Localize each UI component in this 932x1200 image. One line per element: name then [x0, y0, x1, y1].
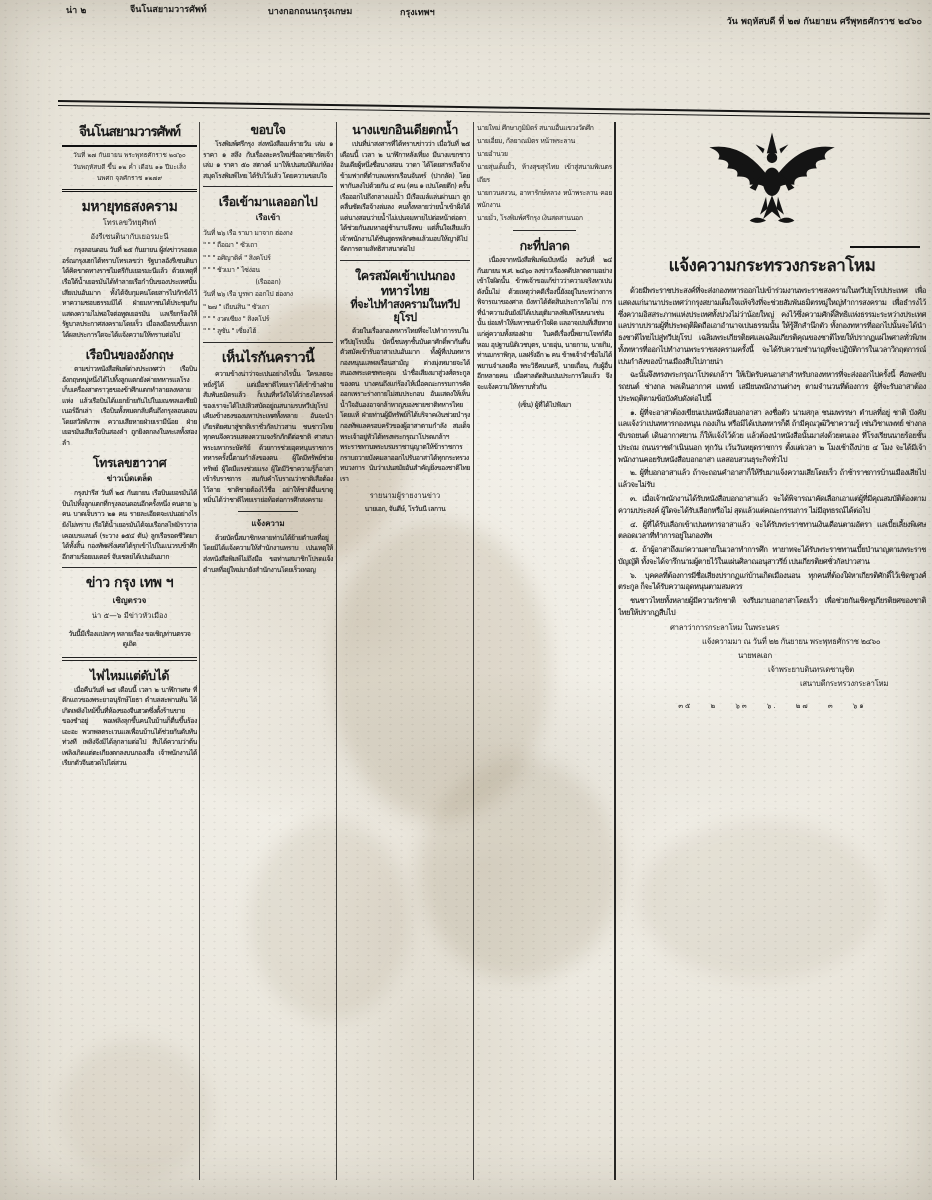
page-header-strip [0, 0, 932, 34]
headline-subscriber-notice: แจ้งความ [251, 518, 285, 528]
announcement-item-1: ๑. ผู้ที่จะอาสาต้องเขียนเปนหนังสือบอกอาสา ลงชื่อตัว นามสกุล ชนมพรรษา ตำบลที่อยู่ ชาติ บังคับ แลแจ้งว่าเปนทหารกองหนุน กองเกิน หรือมิได้เปนทหารก็ดี ถ้ามีคุณวุฒิวิชาความรู้ เช่นวิชาแพทย์ ช่างกล ขับรถยนต์ เดินอากาศยาน ก็ให้แจ้งไว้ด้วย แล้วต้องนำหนังสือนั้นมาส่งด้วยตนเอง ที่โรงเรียนนายร้อยชั้นประถม ถนนราชดำเนินนอก ทุกวัน เว้นวันหยุดราชการ ตั้งแต่เวลา ๒ โมงเช้าถึงบ่าย ๔ โมง จะได้มีเจ้าพนักงานคอยรับหนังสือบอกอาสา แลสอบสวนธุระกิจทั่วไป [618, 407, 926, 464]
signature-title-line: เสนาบดีกระทรวงกระลาโหม [800, 678, 889, 688]
signature-name-line: เจ้าพระยาบดินทรเดชานุชิต [768, 664, 854, 674]
headline-great-war: มหายุทธสงคราม [81, 198, 178, 215]
article-thanks-body: โรงพิมพ์ศรีกรุง ส่งหนังสือเมล์รายวัน เล่ม ๑ ราคา ๑ สลึง กับเรื่องละครใหม่ชื่ออาศยารัตเจ้า เล่ม ๑ ราคา ๕๐ สตางค์ มาให้เปนสมบัติแก่ห้องสมุดโรงพิมพ์ไทย ได้รับไว้แล้ว โดยความขอบใจ [203, 140, 333, 180]
ship-row: " " " อศิญาติค์ " สิงคโปร์ [203, 253, 271, 262]
section-rule [340, 260, 470, 261]
ship-row: " " " ชัวเมา " ไซ่ง่อน [203, 265, 260, 274]
volunteer-footer-label: รายนามผู้รายงานข่าว [369, 491, 441, 501]
article-subscriber-notice-body: ด้วยบัดนี้สมาชิกหลายท่านได้ย้ายตำบลที่อยู่ โดยมิได้แจ้งความให้สำนักงานทราบ เปนเหตุให้ส่งหนังสือพิมพ์ไม่ถึงมือ ขอท่านสมาชิกโปรดแจ้งตำบลที่อยู่ใหม่มายังสำนักงานโดยเร็วเทอญ [203, 533, 333, 574]
headline-ship-arrivals: เรือเข้ามาแลออกไป [218, 194, 318, 210]
column-5-announcement [618, 120, 926, 1186]
column-divider-1 [199, 122, 200, 1180]
section-short-rule [238, 511, 298, 512]
announcement-item-6: ๖. บุคคลที่ต้องการมีชื่อเสียงปรากฏแก่บ้านเกิดเมืองนอน ทุกคนที่ต้องใฝ่หาเกียรติศักดิ์ไว้เชิดชูวงศ์ตระกูล ก็จะได้รับความอุดหนุนตามสมควร [618, 570, 926, 592]
announcement-paragraph-2: ฉะนั้นจึงทรงพระกรุณาโปรดเกล้าฯ ให้เปิดรับคนอาสาสำหรับกองทหารที่จะส่งออกไปครั้งนี้ คือพลขับรถยนต์ ช่างกล พลเดินอากาศ แพทย์ เสมียนพนักงานต่างๆ ตามจำนวนที่ต้องการ ผู้ที่จะรับอาสาต้องประพฤติตามข้อบังคับดังต่อไปนี้ [618, 370, 926, 403]
column-divider-2 [336, 122, 337, 1180]
article-volunteer-body: ด้วยในเรื่องกองทหารไทยที่จะไปทำการรบในทวีปยุโรปนั้น บัดนี้ชนทุกชั้นบันดาศักดิ์พากันตื่นตัวสมัคเข้ารับอาสาเปนอันมาก ทั้งผู้ที่เปนทหารกองหนุนแลพลเรือนสามัญ ต่างมุ่งหมายจะได้สนองพระเดชพระคุณ นำชื่อเสียงมาสู่วงศ์ตระกูลของตน บางคนถึงแก่ร้องไห้เมื่อคณะกรรมการคัดออกเพราะร่างกายไม่สมประกอบ อันแสดงให้เห็นน้ำใจอันองอาจกล้าหาญของชายชาติทหารไทยโดยแท้ ฝ่ายท่านผู้มีทรัพย์ก็ได้บริจาคเงินช่วยบำรุงกองทัพแลครอบครัวของผู้อาสาตามกำลัง สมเด็จพระเจ้าอยู่หัวได้ทรงพระกรุณาโปรดเกล้าฯ พระราชทานพระบรมราชานุญาตให้ข้าราชการกราบถวายบังคมลาออกไปรับอาสาได้ทุกกระทรวงทบวงการ นับว่าเปนสมัยอันสำคัญยิ่งของชาติไทยเรา [340, 327, 470, 483]
provincial-news-pages-line: น่า ๕—๖ มีข่าวหัวเมือง [91, 610, 168, 620]
article-fire-body: เมื่อคืนวันที่ ๒๕ เดือนนี้ เวลา ๒ นาฬิกาเศษ ที่ตึกแถวของพระยาอนุรักษ์โยธา ตำบลสะพานหัน ได้เกิดเพลิงไหม้ขึ้นที่ห้องของจีนฮวดซึ่งตั้งร้านขายของชำอยู่ พอเพลิงลุกขึ้นคนในบ้านก็ตื่นขึ้นร้องเอะอะ พวกพลตระเวนแลเพื่อนบ้านได้ช่วยกันดับทันท่วงที เพลิงจึงมิได้ลุกลามต่อไป สืบได้ความว่าต้นเพลิงเกิดแต่ตะเกียงตกลงบนกองเสื่อ เจ้าพนักงานได้เรียกตัวจีนฮวดไปไต่สวน [62, 685, 197, 768]
header-address: บางกอกถนนกรุงเกษม [268, 7, 353, 17]
notice-row: นายมั่ว, โรงพิมพ์ศรีกรุง เงินสดสานนอก [477, 214, 583, 223]
column-2 [203, 120, 333, 1186]
ship-list [203, 227, 333, 337]
headline-strange-case: กะที่ปลาด [519, 238, 570, 254]
headline-indian-woman-drowned: นางแขกอินเดียตกน้ำ [352, 122, 458, 137]
subhead-invite-inspect: เชิญตรวจ [112, 595, 147, 605]
notice-row: นายกวนสงวน, อาหารักษ์หลวง หน้าพระลาน คอยพนักงาน [477, 188, 612, 210]
ship-row: วันที่ ๒๖ เรือ บูรพา ออกไป ฮ่องกง [203, 290, 293, 299]
section-rule [62, 567, 197, 568]
subhead-argentina-germany: อังรีเซนตินากับเยอรมะนี [90, 232, 169, 242]
page-number: น่า ๒ [66, 6, 87, 16]
section-double-rule [62, 657, 197, 661]
footer-numerals: ๓๕ ๒ ๖๓ ๖. ๒๗ ๓ ๖๑ [678, 701, 866, 710]
subhead-misc-news: ข่าวเบ็ดเตล็ด [106, 474, 153, 484]
headline-havas-telegram: โทรเลขฮาวาศ [92, 455, 167, 471]
notice-row: นายใหม่ ศึกษาภูมิมิตร์ สนามอื่นแขวงวัดศึก [477, 124, 594, 132]
article-havas-body: กรุงปารีส วันที่ ๒๕ กันยายน เรือบินเยอรมันได้บินไปทิ้งลูกแตกที่กรุงลอนดอนอีกครั้งหนึ่ง คนตาย ๖ คน บาดเจ็บราว ๒๑ คน รายละเอียดจะเปนอย่างไรยังไม่ทราบ เรือใต้น้ำเยอรมันได้จมเรือกลไฟมิราวาลเคอเบรแลนด์ (ระวาง ๑๕๔ ตัน) ลูกเรือรอดชีวิตมาได้ทั้งสิ้น กองทัพฝรั่งเศสได้รุกเข้าไปในแนวรบข้าศึกอีกสามร้อยเมเตอร์ จับเชลยได้เปนอันมาก [62, 489, 197, 561]
announcement-item-5: ๕. ถ้าผู้อาสาถึงแก่ความตายในเวลาทำการศึก ทายาทจะได้รับพระราชทานเบี้ยบำนาญตามพระราชบัญญัติ ทั้งจะได้จารึกนามผู้ตายไว้ในแผ่นศิลาณอนุสาวรีย์ เปนเกียรติยศชั่วกัลปาวสาน [618, 545, 926, 566]
section-rule [203, 186, 333, 187]
header-city: กรุงเทพฯ [400, 8, 435, 18]
column-divider-3 [473, 122, 474, 1180]
ship-row: " " " งวดเซียง " สิงคโปร์ [203, 314, 270, 323]
article-strange-case-body: เนื่องจากหนังสือพิมพ์ฉบับหนึ่ง ลงวันที่ ๒๔ กันยายน พ.ศ. ๒๔๖๐ ลงข่าวเรื่องคดีปลาดตามอย่างเข้าใจผิดนั้น ข้าพเจ้าขอแก้ข่าวว่าความจริงหาเปนดังนั้นไม่ ด้วยเหตุว่าคดีเรื่องนี้ยังอยู่ในระหว่างการพิจารณาของศาล ยังหาได้ตัดสินประการใดไม่ การที่นำความอันยังมิได้เปนยุติมาลงพิมพ์โฆษนาเช่นนั้น ย่อมทำให้มหาชนเข้าใจผิด แลอาจเปนที่เสียหายแก่คู่ความทั้งสองฝ่าย ในคดีเรื่องนี้พยานโจทก์คือ หอม อุปฐานนิติเวชบุตร, นายอุ่น, นายกาม, นายกิม, ท่านมกราพิกุล, แลฝรั่งอีก ๒ คน ข้าพเจ้าจำชื่อไม่ได้ พยานจำเลยคือ พระวิธีคมนตรี, นายเถื่อน, กับผู้อื่นอีกหลายคน เมื่อศาลตัดสินเปนประการใดแล้ว จึงจะแจ้งความให้ทราบทั่วกัน [477, 256, 612, 391]
strange-case-signoff: (เซ็น) ผู้ที่ได้ไปฟังมา [517, 401, 572, 410]
masthead [62, 120, 197, 192]
article-drowned-body: เปนที่น่าสงสารที่ได้ทราบข่าวว่า เมื่อวันที่ ๒๕ เดือนนี้ เวลา ๒ นาฬิกาหลังเที่ยง มีนางแขกชาวอินเดียผู้หนึ่งชื่อนางสอน วาดา ได้โดยสารเรือจ้างข้ามฟากที่ตำบลแพรกเรือนจันทร์ (ปากลัด) โดยพากันลงไปด้วยกัน ๔ คน (คน ๑ เปนโคยตึก) ครั้นเรือออกไปถึงกลางแม่น้ำ มีเรือเมล์แล่นผ่านมา ลูกคลื่นซัดเรือจ้างล่มลง คนทั้งหลายว่ายน้ำเข้าฝั่งได้ แต่นางสอนว่ายน้ำไม่เปนจมหายไปต่อหน้าต่อตา ได้ช่วยกันงมหาอยู่ช้านานจึงพบ แต่สิ้นใจเสียแล้ว เจ้าพนักงานได้ชันสูตรพลิกศพแล้วมอบให้ญาติไปจัดการตามลัทธิสาสนาต่อไป [340, 140, 470, 254]
notice-row: นายเอี่ยม, กัลยาณมิตร หน้าพระลาน [477, 136, 575, 145]
garuda-emblem-icon [618, 128, 926, 244]
announcement-item-2: ๒. ผู้ที่บอกอาสาแล้ว ถ้าจะถอนคำอาสาก็ให้รีบมาแจ้งความเสียโดยเร็ว ถ้าช้าราชการบ้านเมืองเสียไปแล้วจะไม่รับ [618, 468, 926, 490]
masthead-title: จีนโนสยามวารศัพท์ [62, 120, 197, 147]
ship-row: " " " ถือฌา " ซัวเถา [203, 241, 258, 250]
signature-date-line: แจ้งความมา ณ วันที่ ๒๒ กันยายน พระพุทธศักราช ๒๔๖๐ [702, 636, 881, 646]
header-paper-name: จีนโนสยามวารศัพท์ [130, 5, 207, 15]
signature-office-line: ศาลาว่าการกระลาโหม ในพระนคร [670, 622, 780, 632]
ships-out-label: (เรือออก) [255, 278, 281, 287]
notice-row: นายอำนวย [477, 149, 508, 158]
subhead-ships-in: เรือเข้า [255, 213, 281, 223]
announcement-closing: ชนชาวไทยทั้งหลายผู้มีความรักชาติ จงรีบมาบอกอาสาโดยเร็ว เพื่อช่วยกันเชิดชูเกียรติยศของชาติไทยให้ปรากฏสืบไป [618, 596, 926, 617]
article-aeroplanes-body: ตามข่าวหนังสือพิมพ์ต่างประเทศว่า เรือบินอังกฤษหมู่หนึ่งได้ไปทิ้งลูกแตกยังค่ายทหารแลโรงเก็บเครื่องสาตราวุธของข้าศึกแตกทำลายลงหลายแห่ง แล้วเรือบินได้แยกย้ายกันไปในมณฑลเอเซียมิเนอร์อีกเล่า เรือบินทั้งหมดกลับคืนถึงกรุงลอนดอนโดยสวัสดิภาพ ความเสียหายฝ่ายเรามีน้อย ฝ่ายเยอรมันเสียเรือบินสองลำ ถูกยิงตกลงในทะเลทั้งสองลำ [62, 365, 197, 447]
ship-row: " ๒๗ " เถียนสิน " ซัวเถา [203, 302, 270, 311]
ship-row: " " " ลูซัน " เซี่ยงไฮ้ [203, 327, 257, 335]
headline-thanks: ขอบใจ [250, 122, 286, 137]
ship-row: วันที่ ๒๖ เรือ รามา มาจาก ฮ่องกง [203, 229, 293, 238]
headline-fire-extinguished: ไฟไหมแต่ดับได้ [89, 667, 170, 683]
announcement-item-3: ๓. เมื่อเจ้าพนักงานได้รับหนังสือบอกอาสาแล้ว จะได้พิจารณาคัดเลือกเอาแต่ผู้ที่มีคุณสมบัติต้องตามความประสงค์ ผู้ใดจะได้รับเลือกหรือไม่ สุดแล้วแต่คณะกรรมการ ไม่มีอุทธรณ์ได้ต่อไป [618, 494, 926, 515]
subhead-wireless-telegram: โทรเลขวิทยุศัพท์ [102, 218, 157, 228]
bangkok-news-note: วันนี้มีเรื่องแปลกๆ หลายเรื่อง ขอเชิญท่านตรวจดูเถิด [68, 629, 191, 649]
headline-opinion: เห็นไรกันคราวนี้ [221, 350, 315, 367]
name-notice-list [477, 122, 612, 225]
announcement-dash-rule [850, 246, 920, 248]
article-opinion-body: ความข้างน่าว่าจะเปนอย่างไรนั้น ใครเลยจะหยั่งรู้ได้ แต่เมื่อชาติไทยเราได้เข้าข้างฝ่ายสัมพันธมิตรแล้ว ก็เปนที่หวังใจได้ว่าธงไตรรงค์ของเราจะได้ไปปลิวสบัดอยู่ณสนามรบทวีปยุโรป เคียงข้างธงของมหาประเทศทั้งหลาย อันจะนำเกียรติยศมาสู่ชาติเราชั่วกัลปาวสาน ชนชาวไทยทุกคนจึงควรแสดงความจงรักภักดีต่อชาติ ศาสนา พระมหากระษัตริย์ ด้วยการช่วยอุดหนุนราชการทหารครั้งนี้ตามกำลังของตน ผู้ใดมีทรัพย์ช่วยทรัพย์ ผู้ใดมีแรงช่วยแรง ผู้ใดมีวิชาความรู้ก็อาสาเข้ารับราชการ สมกับคำโบราณว่าชาติเสือต้องไว้ลาย ชาติชายต้องไว้ชื่อ อย่าให้ชาติอื่นเขาดูหมิ่นได้ว่าชาติไทยเราย่อท้อต่อการศึกสงคราม [203, 370, 333, 505]
column-3 [340, 120, 470, 1186]
article-war-body: กรุงลอนดอน วันที่ ๒๕ กันยายน ผู้ส่งข่าวรอยเตอร์ณกรุงเฮกได้ทราบโทรเลขว่า รัฐบาลอังรีเซนตินาได้คิดขาดทางราชไมตรีกับเยอรมะนีแล้ว ด้วยเหตุที่เรือใต้น้ำเยอรมันได้ทำลายเรือกำปั่นของประเทศนั้นเสียเปนอันมาก ทั้งได้จับกุมคนโดยสารไปกักขังไว้หาความชอบธรรมมิได้ ฝ่ายมหาชนได้ประชุมกันแสดงความไม่พอใจต่อทูตเยอรมัน แลเรียกร้องให้รัฐบาลประกาศสงครามโดยเร็ว เมื่อลงมือรบขั้นแรกได้ผลประการใดจะได้แจ้งความให้ทราบต่อไป [62, 246, 197, 339]
column-4 [477, 120, 612, 1186]
section-short-rule [513, 230, 575, 231]
announcement-paragraph-1: ด้วยมีพระราชประสงค์ที่จะส่งกองทหารออกไปเข้าร่วมงานพระราชสงครามในทวีปยุโรปประเทศ เพื่อแสดงแก่นานาประเทศว่ากรุงสยามเต็มใจแท้จริงที่จะช่วยสัมพันธมิตรหมู่ใหญ่ทำการสงคราม เพื่อธำรงไว้ซึ่งความอิสสระภาพแห่งประเทศทั้งปวงไม่ว่าน้อยใหญ่ คงไว้ซึ่งความศักดิ์สิทธิแห่งธรรมะระหว่างประเทศ แลปราบปรามผู้ที่ประพฤติผิดถือเอาอำนาจเปนธรรมนั้น ให้รู้สึกสำนึกตัว ทั้งกองทหารที่ออกไปนั้นจะได้นำธงชาติไทยไปสู่ทวีปยุโรป เฉลิมพระเกียรติยศแลเฉลิมเกียรติคุณของชาติไทยให้ปรากฏแผ่ไพศาลทั่วพิภพ ทั้งทหารที่ออกไปทำงานพระราชสงครามครั้งนี้ จะได้รับความชำนาญที่จะปฏิบัติการในเวลาวิกฤตการณ์ เปนกำลังของบ้านเมืองสืบไปภายน่า [618, 286, 926, 366]
section-rule [203, 342, 333, 343]
column-1 [62, 120, 197, 1186]
notice-row: นายสุ่นเต็มยั้ว, ห้างสุขสุรไทย เข้าสู่สนามพิเนตรเถียร [477, 162, 612, 184]
column-divider-4 [614, 122, 616, 1180]
header-dateline: วัน พฤหัสบดี ที่ ๒๗ กันยายน ศรีพุทธศักราช ๒๔๖๐ [726, 17, 922, 27]
masthead-era-line: นพศก จุลศักราช ๑๒๗๙ [96, 174, 163, 183]
headline-volunteer-line1: ใครสมัคเข้าเปนกองทหารไทย [355, 267, 455, 298]
headline-ministry-of-war-announcement: แจ้งความกระทรวงกระลาโหม [668, 256, 876, 276]
headline-british-aeroplanes: เรือบินของอังกฤษ [85, 347, 174, 363]
signature-rank-line: นายพลเอก [738, 650, 772, 660]
masthead-date-line: วันที่ ๒๗ กันยายน พระพุทธศักราช ๒๔๖๐ [73, 151, 186, 159]
headline-bangkok-news: ข่าว กรุง เทพ ฯ [85, 575, 174, 592]
headline-volunteer-line2: ที่จะไปทำสงครามในทวีปยุโรป [350, 297, 460, 325]
masthead-lunar-line: วันพฤหัสบดี ขึ้น ๑๒ ค่ำ เดือน ๑๑ ปีมะเส็ง [73, 162, 186, 171]
volunteer-footer-names: นายเอก, จันดีษ์, โรวันนี เลกาน [364, 505, 446, 514]
announcement-item-4: ๔. ผู้ที่ได้รับเลือกเข้าเปนทหารอาสาแล้ว จะได้รับพระราชทานเงินเดือนตามอัตรา แลเบี้ยเลี้ยงพิเศษตลอดเวลาที่ทำการอยู่ในกองทัพ [618, 519, 926, 541]
